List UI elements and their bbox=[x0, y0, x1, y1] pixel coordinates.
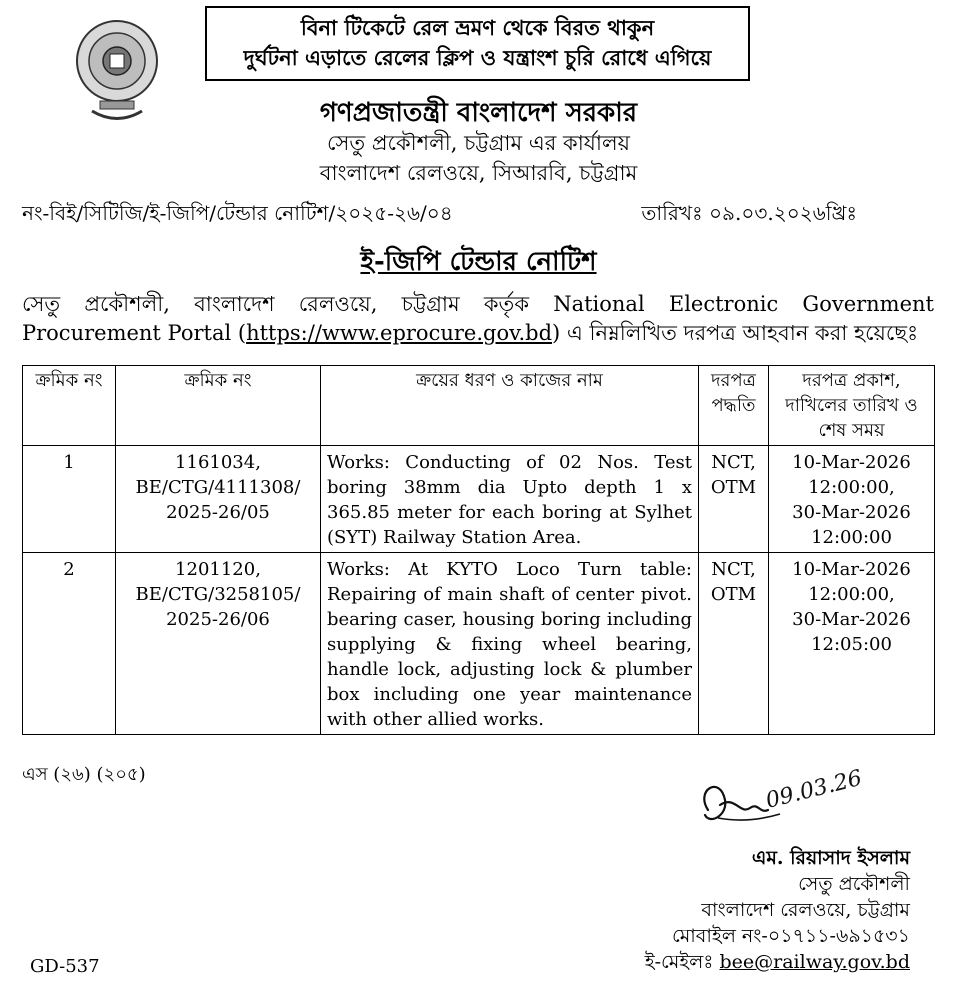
cell-serial: 1 bbox=[23, 446, 116, 553]
handwritten-signature bbox=[690, 765, 865, 845]
memo-number: নং-বিই/সিটিজি/ই-জিপি/টেন্ডার নোটিশ/২০২৫-২৬/০৪ bbox=[22, 201, 453, 225]
method-1: NCT, bbox=[711, 452, 756, 473]
slogan-box bbox=[205, 6, 750, 81]
notice-title: ই-জিপি টেন্ডার নোটিশ bbox=[360, 247, 597, 277]
intro-text-before: সেতু প্রকৌশলী, বাংলাদেশ রেলওয়ে, চট্টগ্রাম কর্তৃক National Electronic Government Procurement Portal ( bbox=[22, 292, 934, 345]
eprocure-link[interactable]: https://www.eprocure.gov.bd bbox=[246, 321, 553, 345]
publish-date: 10-Mar-2026 bbox=[792, 452, 911, 473]
table-row bbox=[23, 446, 935, 553]
tender-table bbox=[22, 365, 935, 735]
email-label: ই-মেইলঃ bbox=[644, 951, 720, 973]
publish-date: 10-Mar-2026 bbox=[792, 559, 911, 580]
table-header-row bbox=[23, 366, 935, 446]
cell-method bbox=[699, 446, 769, 553]
government-title: গণপ্রজাতন্ত্রী বাংলাদেশ সরকার bbox=[319, 98, 638, 128]
cell-serial: 2 bbox=[23, 553, 116, 735]
cell-method bbox=[699, 553, 769, 735]
signatory-block bbox=[600, 845, 910, 975]
signatory-title: সেতু প্রকৌশলী bbox=[798, 873, 910, 895]
header-dates: দরপত্র প্রকাশ, দাখিলের তারিখ ও শেষ সময় bbox=[769, 366, 935, 446]
intro-text-after: ) এ নিম্নলিখিত দরপত্র আহবান করা হয়েছেঃ bbox=[552, 321, 919, 345]
tender-year: 2025-26/06 bbox=[166, 609, 270, 630]
signatory-org: বাংলাদেশ রেলওয়ে, চট্টগ্রাম bbox=[701, 899, 910, 921]
cell-tender-id bbox=[116, 553, 321, 735]
tender-id: 1201120, bbox=[175, 559, 261, 580]
signature-date: 09.03.26 bbox=[763, 765, 865, 814]
cell-work-description: Works: Conducting of 02 Nos. Test boring 38mm dia Upto depth 1 x 365.85 meter for each boring at Sylhet (SYT) Railway Station Area. bbox=[321, 446, 699, 553]
signatory-name: এম. রিয়াসাদ ইসলাম bbox=[751, 847, 910, 869]
publish-time: 12:00:00, bbox=[808, 477, 895, 498]
cell-tender-id bbox=[116, 446, 321, 553]
office-name: সেতু প্রকৌশলী, চট্টগ্রাম এর কার্যালয় bbox=[327, 131, 630, 155]
slogan-line-1: বিনা টিকেটে রেল ভ্রমণ থেকে বিরত থাকুন bbox=[300, 15, 655, 40]
slogan-line-2: দুর্ঘটনা এড়াতে রেলের ক্লিপ ও যন্ত্রাংশ চুরি রোধে এগিয়ে bbox=[243, 45, 712, 70]
email-link[interactable]: bee@railway.gov.bd bbox=[719, 951, 910, 973]
cell-dates bbox=[769, 446, 935, 553]
header-tender-id: ক্রমিক নং bbox=[116, 366, 321, 446]
header-serial: ক্রমিক নং bbox=[23, 366, 116, 446]
method-1: NCT, bbox=[711, 559, 756, 580]
tender-year: 2025-26/05 bbox=[166, 502, 270, 523]
header-work-name: ক্রয়ের ধরণ ও কাজের নাম bbox=[321, 366, 699, 446]
tender-ref: BE/CTG/3258105/ bbox=[135, 584, 301, 605]
close-date: 30-Mar-2026 bbox=[792, 502, 911, 523]
method-2: OTM bbox=[710, 477, 757, 498]
cell-dates bbox=[769, 553, 935, 735]
header-method: দরপত্র পদ্ধতি bbox=[699, 366, 769, 446]
signatory-mobile: মোবাইল নং-০১৭১১-৬৯১৫৩১ bbox=[671, 925, 910, 947]
close-time: 12:05:00 bbox=[811, 634, 892, 655]
method-2: OTM bbox=[710, 584, 757, 605]
intro-paragraph bbox=[22, 290, 934, 348]
table-row bbox=[23, 553, 935, 735]
publish-time: 12:00:00, bbox=[808, 584, 895, 605]
close-time: 12:00:00 bbox=[811, 527, 892, 548]
close-date: 30-Mar-2026 bbox=[792, 609, 911, 630]
office-division: বাংলাদেশ রেলওয়ে, সিআরবি, চট্টগ্রাম bbox=[319, 161, 638, 185]
gd-code: GD-537 bbox=[30, 956, 100, 977]
tender-id: 1161034, bbox=[175, 452, 261, 473]
cell-work-description: Works: At KYTO Loco Turn table: Repairing of main shaft of center pivot. bearing caser, housing boring including supplying & fixing wheel bearing, handle lock, adjusting lock & plumber box including one year maintenance with other allied works. bbox=[321, 553, 699, 735]
signatory-email-line bbox=[600, 949, 910, 975]
tender-ref: BE/CTG/4111308/ bbox=[135, 477, 301, 498]
reference-code: এস (২৬) (২০৫) bbox=[22, 764, 146, 785]
memo-date: তারিখঃ ০৯.০৩.২০২৬খ্রিঃ bbox=[641, 201, 857, 225]
